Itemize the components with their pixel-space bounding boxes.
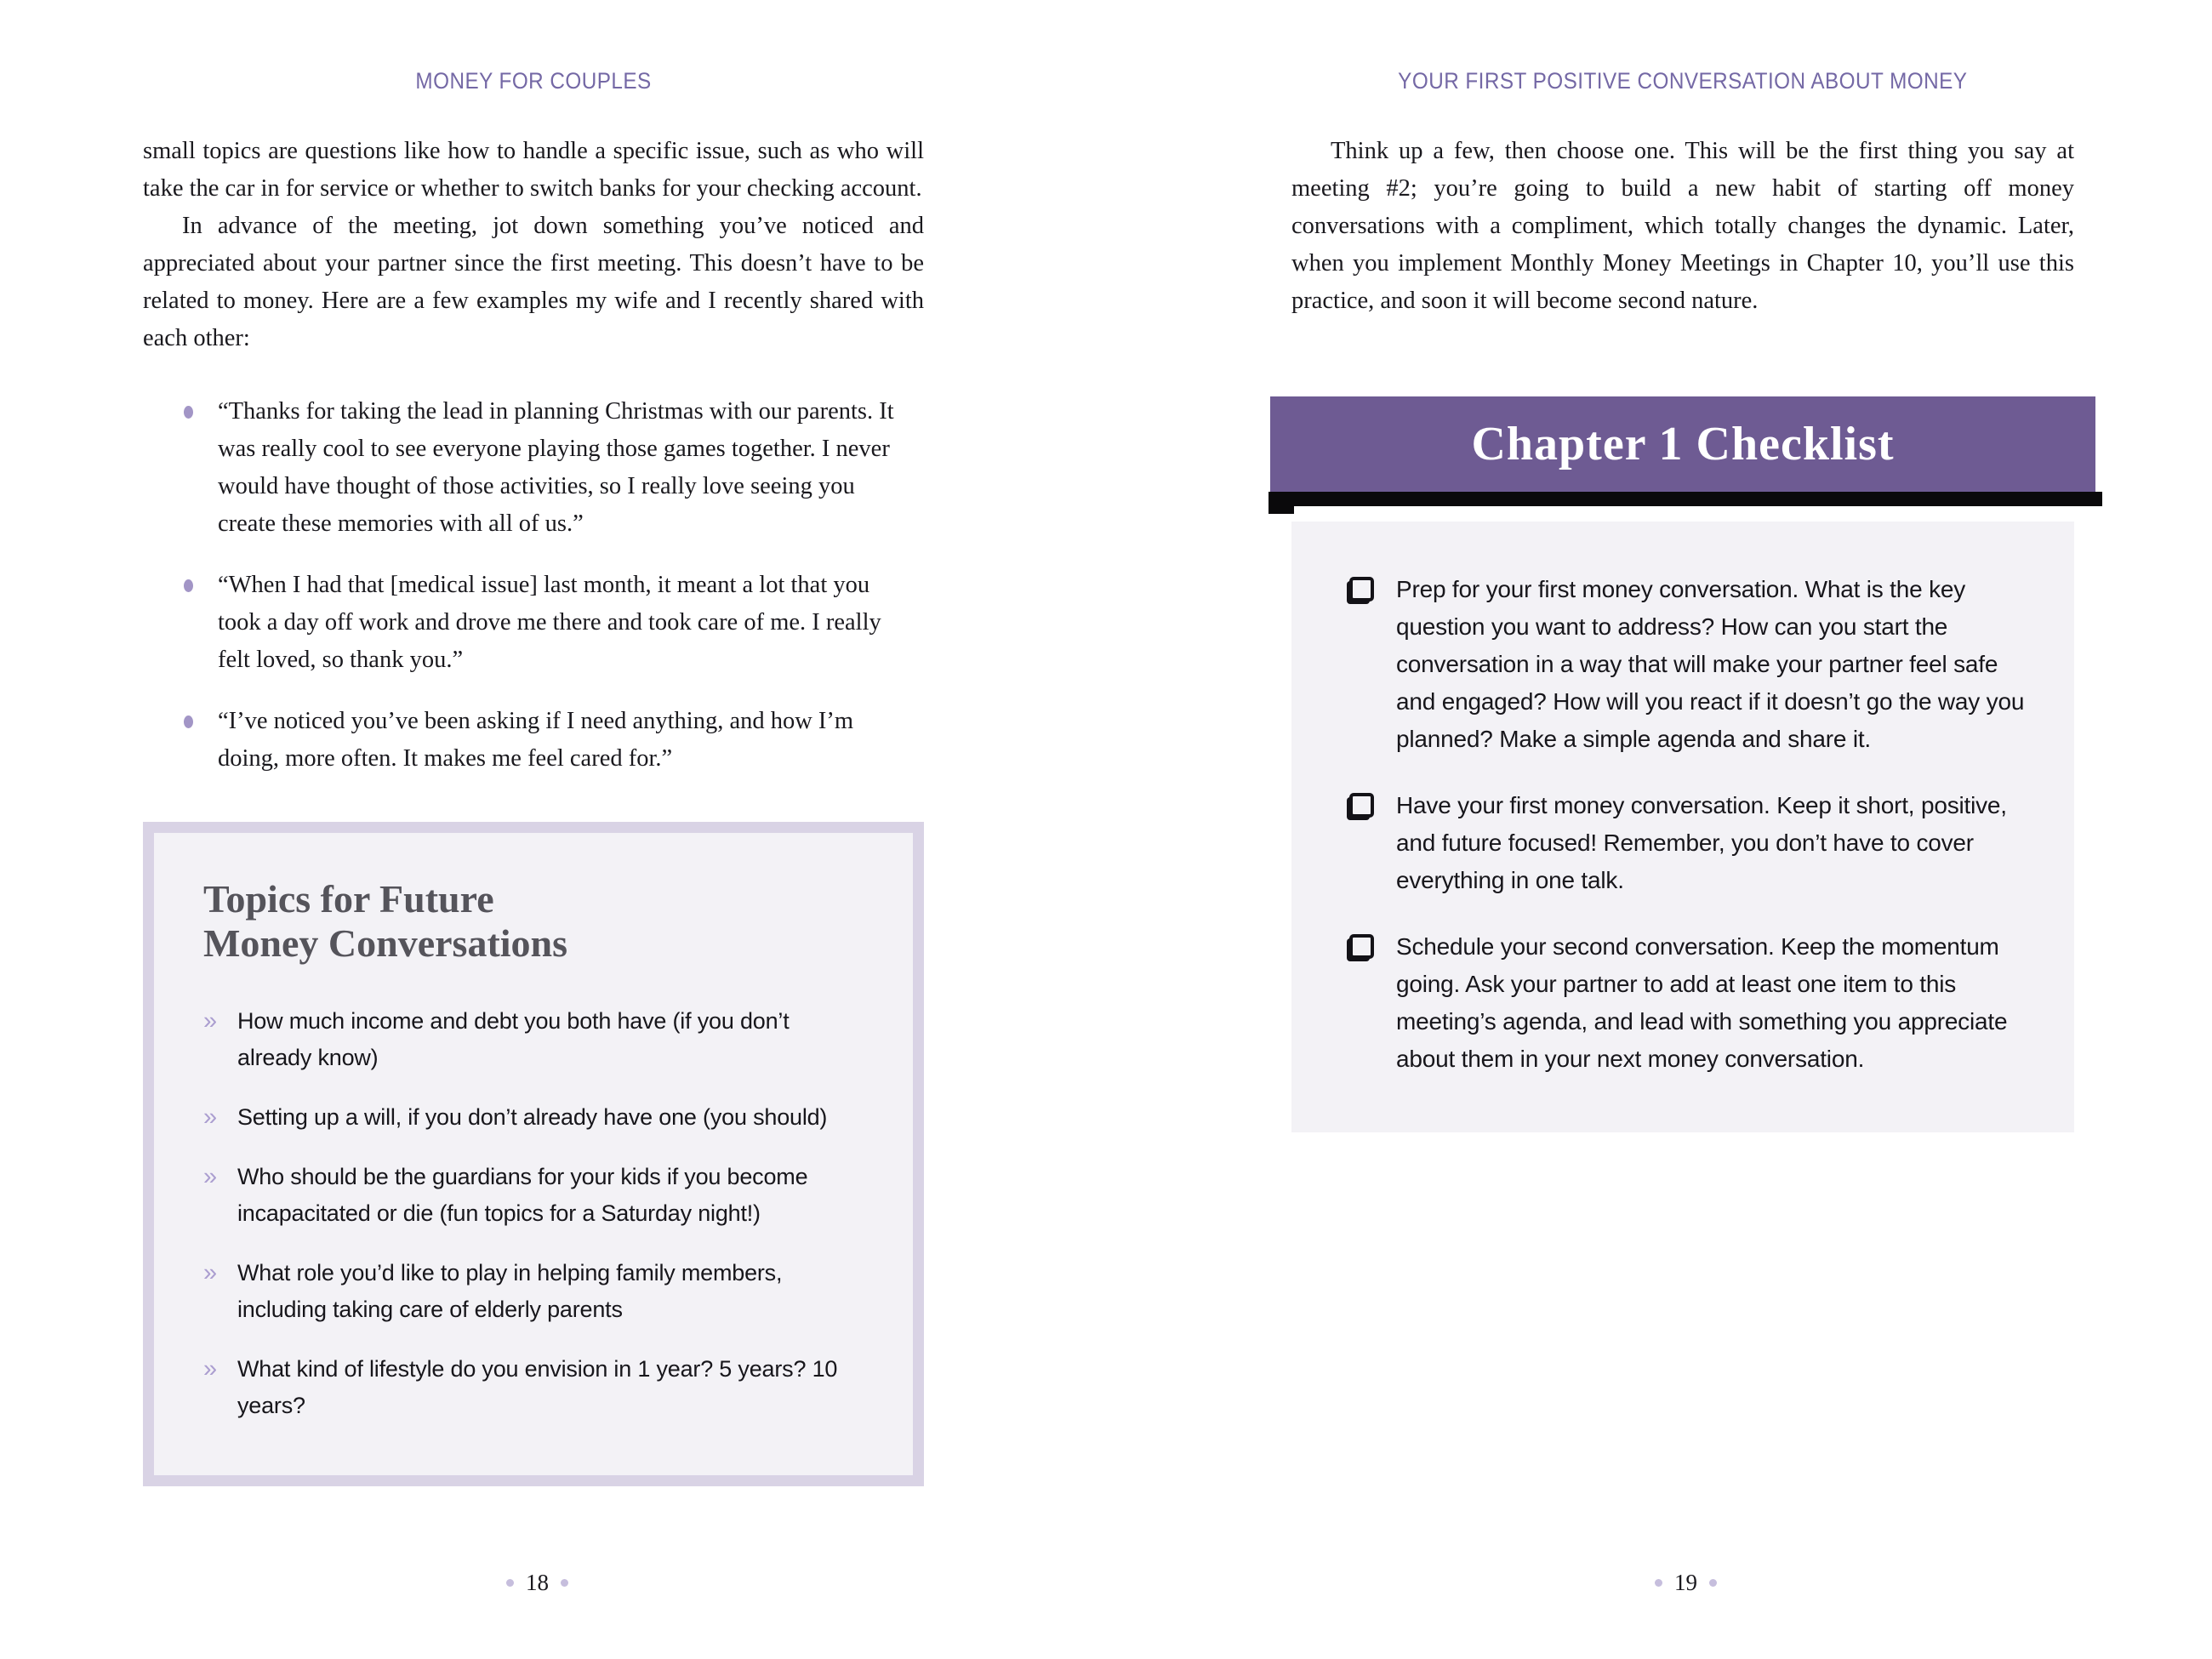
- list-item: » Setting up a will, if you don’t already have one (you should): [203, 1099, 864, 1136]
- right-page-folio: [1655, 1570, 1717, 1596]
- list-item: » Who should be the guardians for your kids if you become incapacitated or die (fun topics for a Saturday night!): [203, 1159, 864, 1232]
- left-running-head-text: MONEY FOR COUPLES: [415, 68, 652, 94]
- checklist-item: [1349, 928, 2040, 1078]
- list-item: » What kind of lifestyle do you envision in 1 year? 5 years? 10 years?: [203, 1351, 864, 1424]
- right-page-number: 19: [1674, 1570, 1697, 1595]
- right-page: [1291, 68, 2074, 1132]
- list-item: “When I had that [medical issue] last month, it meant a lot that you took a day off work and drove me there and took care of me. I really felt loved, so thank you.”: [218, 567, 898, 679]
- chapter-checklist-banner: [1270, 396, 2095, 492]
- chapter-checklist-title: Chapter 1 Checklist: [1471, 418, 1895, 470]
- topics-box-title: [203, 877, 864, 966]
- checklist-item-text: Schedule your second conversation. Keep the momentum going. Ask your partner to add at least one item to this meeting’s agenda, and lead with something you appreciate about them in your next money conversation.: [1396, 933, 2008, 1072]
- left-running-head: [143, 68, 924, 94]
- left-page: [143, 68, 924, 1486]
- appreciation-bullet-list: [143, 393, 924, 778]
- topics-box: [143, 822, 924, 1486]
- list-item: » How much income and debt you both have (if you don’t already know): [203, 1003, 864, 1076]
- checklist-item: [1349, 571, 2040, 758]
- checklist-panel: [1291, 522, 2074, 1132]
- right-paragraph: Think up a few, then choose one. This will be the first thing you say at meeting #2; you’re going to build a new habit of starting off money conversations with a compliment, which totally changes the dynamic. Later, when you implement Monthly Money Meetings in Chapter 10, you’ll use this practice, and soon it will become second nature.: [1291, 138, 2074, 314]
- left-page-folio: [506, 1570, 568, 1596]
- left-paragraph-2: In advance of the meeting, jot down something you’ve noticed and appreciated about your partner since the first meeting. This doesn’t have to be related to money. Here are a few examples my wife and I recently shared with each other:: [143, 213, 924, 351]
- checklist-item-text: Have your first money conversation. Keep it short, positive, and future focused! Remember, you don’t have to cover everything in one talk.: [1396, 792, 2007, 893]
- topics-title-line1: Topics for Future: [203, 877, 494, 921]
- folio-dot-icon: [1655, 1579, 1662, 1587]
- list-item: » What role you’d like to play in helping family members, including taking care of elderly parents: [203, 1255, 864, 1328]
- topics-title-line2: Money Conversations: [203, 921, 568, 965]
- checkbox-icon: [1349, 934, 1374, 959]
- list-item: “Thanks for taking the lead in planning Christmas with our parents. It was really cool to see everyone playing those games together. I never would have thought of those activities, so I really love seeing you create these memories with all of us.”: [218, 393, 898, 543]
- left-body-text: [143, 133, 924, 357]
- checkbox-icon: [1349, 577, 1374, 601]
- list-item: “I’ve noticed you’ve been asking if I need anything, and how I’m doing, more often. It makes me feel cared for.”: [218, 703, 898, 778]
- left-page-number: 18: [526, 1570, 549, 1595]
- left-paragraph-1: small topics are questions like how to handle a specific issue, such as who will take the car in for service or whether to switch banks for your checking account.: [143, 138, 924, 202]
- folio-dot-icon: [506, 1579, 514, 1587]
- checklist-item: [1349, 787, 2040, 899]
- folio-dot-icon: [561, 1579, 568, 1587]
- checkbox-icon: [1349, 793, 1374, 818]
- checklist: [1349, 571, 2040, 1078]
- folio-dot-icon: [1709, 1579, 1717, 1587]
- right-running-head: [1291, 68, 2074, 94]
- right-running-head-text: YOUR FIRST POSITIVE CONVERSATION ABOUT MONEY: [1398, 68, 1968, 94]
- topics-list: [203, 1003, 864, 1424]
- checklist-item-text: Prep for your first money conversation. What is the key question you want to address? How can you start the conversation in a way that will make your partner feel safe and engaged? How will you react if it doesn’t go the way you planned? Make a simple agenda and share it.: [1396, 576, 2025, 752]
